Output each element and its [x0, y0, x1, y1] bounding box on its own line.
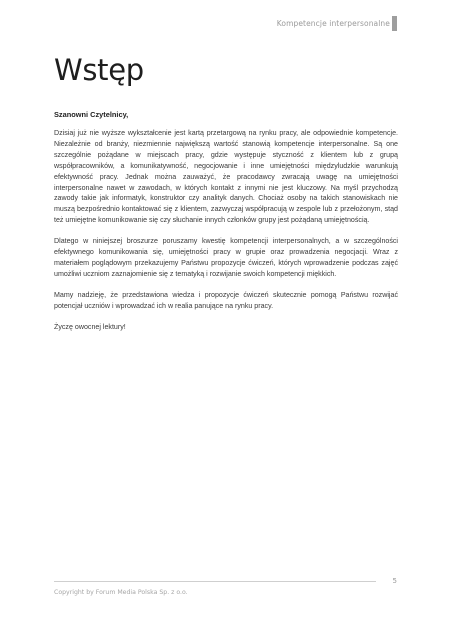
footer-rule	[54, 581, 376, 582]
header-bar	[392, 16, 397, 31]
closing-line: Życzę owocnej lektury!	[54, 322, 126, 331]
paragraph-2: Dlatego w niniejszej broszurze poruszamy kwestię kompetencji interpersonalnych, a w szczególności efektywnego komunikowania się, umiejętności pracy w grupie oraz prowadzenia negocjacji. Wraz z materiałem poglądowym przekazujemy Państwu propozycje ćwiczeń, których wprowadzenie podczas zajęć umożliwi uczniom zaznajomienie się z tematyką i rozwijanie swoich kompetencji miękkich.	[54, 237, 398, 278]
page-number: 5	[392, 577, 397, 585]
paragraph-3: Mamy nadzieję, że przedstawiona wiedza i propozycje ćwiczeń skutecznie pomogą Państwu rozwijać potencjał uczniów i wprowadzać ich w realia panujące na rynku pracy.	[54, 290, 398, 310]
copyright-notice: Copyright by Forum Media Polska Sp. z o.o.	[54, 589, 188, 596]
page-title: Wstęp	[54, 53, 144, 87]
body-text	[54, 110, 398, 343]
paragraph-1: Dzisiaj już nie wyższe wykształcenie jest kartą przetargową na rynku pracy, ale odpowiednie kompetencje. Niezależnie od branży, niezmiennie największą wartość stanowią kompetencje interpersonalne. Są one szczególnie pożądane w miejscach pracy, gdzie występuje styczność z klientem lub z grupą współpracowników, a komunikatywność, negocjowanie i inne umiejętności międzyludzkie warunkują efektywność pracy. Jednak można zauważyć, że pracodawcy zwracają uwagę na umiejętności interpersonalne nawet w zawodach, w których kontakt z innymi nie jest kluczowy. Na myśl przychodzą zawody takie jak informatyk, konstruktor czy analityk danych. Chociaż osoby na takich stanowiskach nie muszą bezpośrednio kontaktować się z klientem, zazwyczaj współpracują w zespole lub z przełożonym, stąd też umiejętne komunikowanie się czy słuchanie innych członków grupy jest pożądaną umiejętnością.	[54, 129, 398, 225]
greeting: Szanowni Czytelnicy,	[54, 110, 129, 119]
running-header: Kompetencje interpersonalne	[276, 19, 390, 28]
